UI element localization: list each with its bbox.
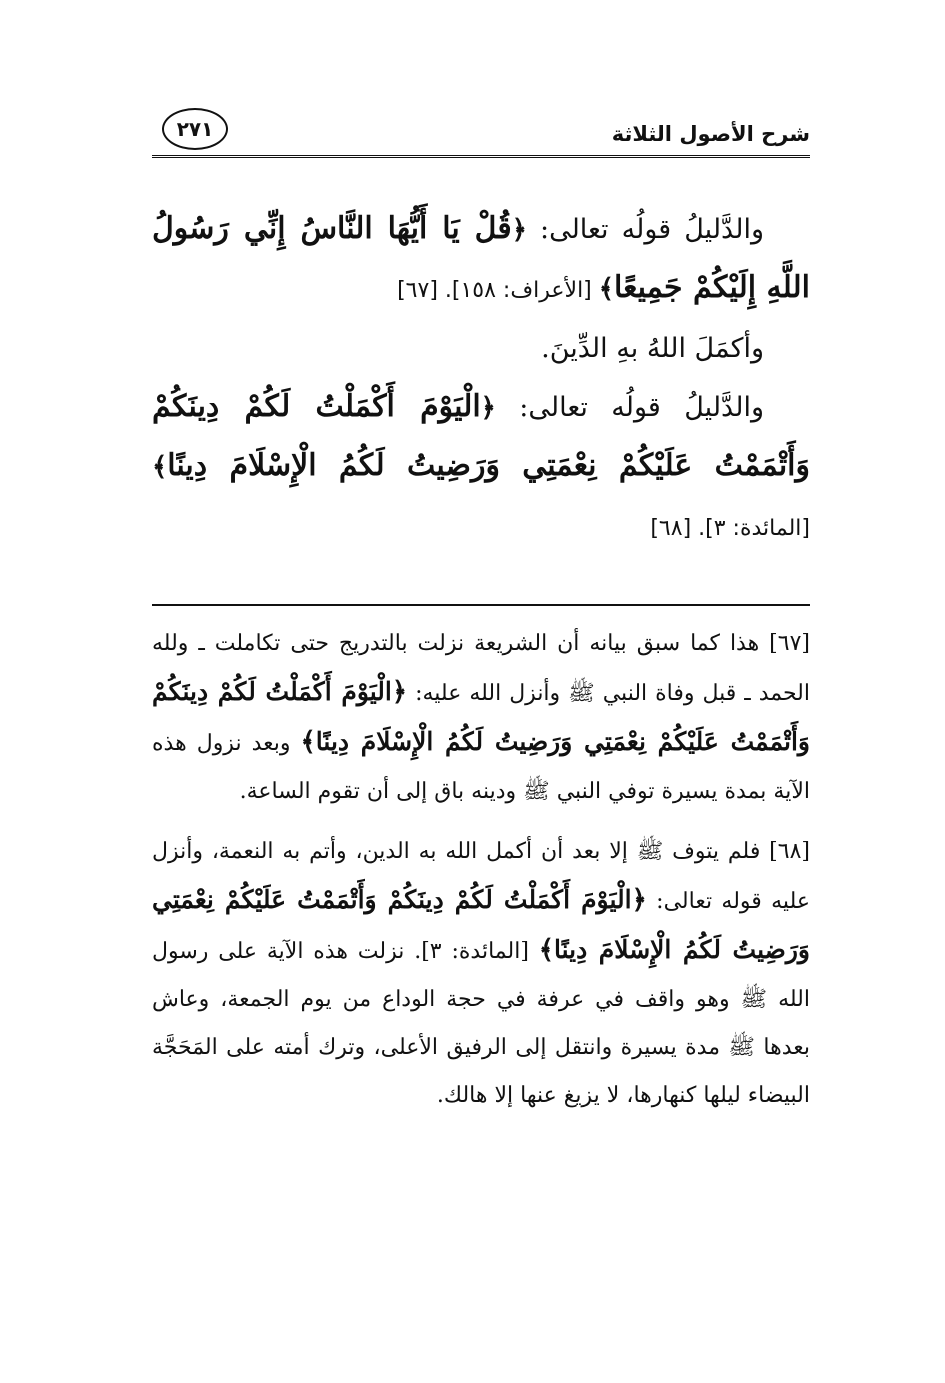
footnote-marker-67: [٦٧]: [397, 278, 438, 303]
footnote-67: [152, 620, 810, 816]
paragraph-intro: والدَّليلُ قولُه تعالى:: [495, 392, 764, 423]
footnotes: [152, 620, 810, 1132]
paragraph-evidence-messenger: [152, 200, 810, 320]
quran-verse: الْيَوْمَ أَكْمَلْتُ لَكُمْ دِينَكُمْ وَأَتْمَمْتُ عَلَيْكُمْ نِعْمَتِي وَرَضِيتُ لَكُمُ الْإِسْلَامَ دِينًا: [152, 677, 811, 756]
footnote-text: وبعد نزول هذه الآية بمدة يسيرة توفي النبي ﷺ ودينه باق إلى أن تقوم الساعة.: [152, 731, 810, 804]
quran-open-bracket: ﴿: [631, 885, 647, 915]
footnote-marker-68: [٦٨]: [650, 516, 692, 541]
quran-close-bracket: ﴾: [538, 935, 554, 965]
quran-open-bracket: ﴿: [391, 677, 408, 707]
quran-open-bracket: ﴿: [480, 393, 496, 423]
quran-verse: الْيَوْمَ أَكْمَلْتُ لَكُمْ دِينَكُمْ وَأَتْمَمْتُ عَلَيْكُمْ نِعْمَتِي وَرَضِيتُ لَكُمُ الْإِسْلَامَ دِينًا: [152, 389, 810, 483]
footnote-text: [٦٨] فلم يتوف ﷺ إلا بعد أن أكمل الله به الدين، وأتم به النعمة، وأنزل عليه قوله تعالى:: [152, 839, 810, 914]
footnote-68: [152, 828, 810, 1120]
quran-verse: الْيَوْمَ أَكْمَلْتُ لَكُمْ دِينَكُمْ وَأَتْمَمْتُ عَلَيْكُمْ نِعْمَتِي وَرَضِيتُ لَكُمُ الْإِسْلَامَ دِينًا: [152, 885, 811, 964]
paragraph-religion-perfected: وأكمَلَ اللهُ بهِ الدِّينَ.: [541, 333, 764, 364]
quran-close-bracket: ﴾: [152, 452, 168, 482]
paragraph-intro: والدَّليلُ قولُه تعالى:: [526, 214, 764, 245]
verse-reference: [المائدة: ٣].: [691, 516, 810, 541]
quran-close-bracket: ﴾: [598, 274, 614, 304]
quran-verse: قُلْ يَا أَيُّهَا النَّاسُ إِنِّي رَسُولُ اللَّهِ إِلَيْكُمْ جَمِيعًا: [152, 211, 810, 305]
page-header: [152, 108, 810, 158]
running-title: شرح الأصول الثلاثة: [611, 122, 810, 146]
footnote-text: [٦٧] هذا كما سبق بيانه أن الشريعة نزلت بالتدريج حتى تكاملت ـ ولله الحمد ـ قبل وفاة النبي ﷺ وأنزل الله عليه:: [152, 631, 810, 706]
footnote-text: [المائدة: ٣]. نزلت هذه الآية على رسول الله ﷺ وهو واقف في عرفة في حجة الوداع من يوم الجمعة، وعاش بعدها ﷺ مدة يسيرة وانتقل إلى الرفيق الأعلى، وترك أمته على المَحَجَّة البيضاء ليلها كنهارها، لا يزيغ عنها إلا هالك.: [152, 939, 810, 1108]
main-text: [152, 200, 810, 558]
paragraph-evidence-perfection: [152, 378, 810, 558]
quran-open-bracket: ﴿: [511, 215, 527, 245]
footnote-separator: [152, 604, 810, 606]
page-number-badge: ٢٧١: [162, 108, 228, 150]
quran-close-bracket: ﴾: [300, 727, 316, 757]
verse-reference: [الأعراف: ١٥٨].: [437, 278, 599, 303]
header-rule: [152, 155, 810, 158]
